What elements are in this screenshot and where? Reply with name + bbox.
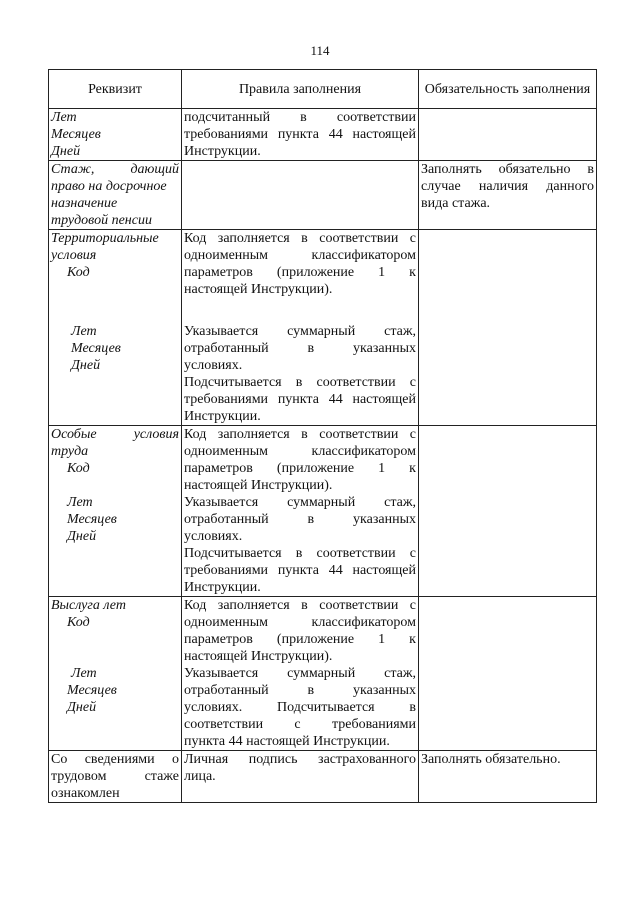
unit-label: Лет	[71, 666, 97, 681]
obligatory-cell	[419, 597, 597, 751]
rule-line: отработанный в указанных	[184, 341, 416, 356]
requisite-cell	[49, 230, 182, 426]
rule-line: одноименным классификатором	[184, 615, 416, 630]
unit-label: Месяцев	[71, 341, 121, 356]
unit-label: Дней	[71, 358, 101, 373]
rules-cell	[182, 109, 419, 161]
obligatory-cell	[419, 230, 597, 426]
rule-line: Подсчитывается в соответствии с	[184, 546, 416, 561]
obligatory-cell	[419, 161, 597, 230]
table-row	[49, 426, 597, 597]
requisite-line: Выслуга лет	[51, 598, 126, 613]
requisite-line: трудовом стаже	[51, 769, 179, 784]
requisite-line: труда	[51, 444, 89, 459]
rule-line: Указывается суммарный стаж,	[184, 495, 416, 510]
rule-line: настоящей Инструкции).	[184, 649, 333, 664]
page-number: 114	[310, 43, 330, 58]
table-row	[49, 230, 597, 426]
requisite-cell	[49, 161, 182, 230]
rule-line: Инструкции.	[184, 409, 261, 424]
rules-cell	[182, 597, 419, 751]
obligatory-line: Заполнять обязательно.	[421, 752, 561, 767]
rules-cell	[182, 751, 419, 803]
rule-line: требованиями пункта 44 настоящей	[184, 392, 416, 407]
rule-line: настоящей Инструкции).	[184, 478, 333, 493]
obligatory-line: Заполнять обязательно в	[421, 162, 594, 177]
rule-line: лица.	[184, 769, 216, 784]
requisite-line: Со сведениями о	[51, 752, 179, 767]
rule-line: Код заполняется в соответствии с	[184, 427, 416, 442]
requisite-line: условия	[51, 248, 97, 263]
rule-line: условиях.	[184, 529, 243, 544]
header-rules: Правила заполнения	[182, 70, 419, 109]
obligatory-cell	[419, 751, 597, 803]
obligatory-line: вида стажа.	[421, 196, 491, 211]
rule-line: параметров (приложение 1 к	[184, 632, 416, 647]
rule-line: отработанный в указанных	[184, 512, 416, 527]
unit-label: Месяцев	[67, 512, 117, 527]
requisites-table	[48, 69, 597, 803]
rule-line: Код заполняется в соответствии с	[184, 598, 416, 613]
unit-label: Лет	[71, 324, 97, 339]
rule-line: Код заполняется в соответствии с	[184, 231, 416, 246]
rule-line: одноименным классификатором	[184, 248, 416, 263]
obligatory-line: случае наличия данного	[421, 179, 594, 194]
rule-line: отработанный в указанных	[184, 683, 416, 698]
requisite-line: трудовой пенсии	[51, 213, 152, 228]
unit-label: Месяцев	[67, 683, 117, 698]
requisite-line: Месяцев	[51, 127, 101, 142]
rule-line: требованиями пункта 44 настоящей	[184, 127, 416, 142]
requisite-line: Территориальные	[51, 231, 159, 246]
requisite-line: Стаж, дающий	[51, 162, 179, 177]
code-label: Код	[67, 461, 90, 476]
table-row	[49, 597, 597, 751]
rule-line: требованиями пункта 44 настоящей	[184, 563, 416, 578]
rule-line: Указывается суммарный стаж,	[184, 324, 416, 339]
requisite-cell	[49, 597, 182, 751]
obligatory-cell	[419, 109, 597, 161]
requisite-line: назначение	[51, 196, 118, 211]
requisite-cell	[49, 426, 182, 597]
rule-line: условиях. Подсчитывается в	[184, 700, 416, 715]
rule-line: Указывается суммарный стаж,	[184, 666, 416, 681]
requisite-line: ознакомлен	[51, 786, 120, 801]
rule-line: пункта 44 настоящей Инструкции.	[184, 734, 390, 749]
rule-line: одноименным классификатором	[184, 444, 416, 459]
rule-line: настоящей Инструкции).	[184, 282, 333, 297]
code-label: Код	[67, 615, 90, 630]
header-requisite: Реквизит	[49, 70, 182, 109]
unit-label: Дней	[67, 700, 97, 715]
requisite-line: Дней	[51, 144, 81, 159]
rule-line: Личная подпись застрахованного	[184, 752, 416, 767]
table-header-row	[49, 70, 597, 109]
code-label: Код	[67, 265, 90, 280]
requisite-cell	[49, 751, 182, 803]
rule-line: Инструкции.	[184, 580, 261, 595]
rule-line: параметров (приложение 1 к	[184, 265, 416, 280]
unit-label: Дней	[67, 529, 97, 544]
rule-line: подсчитанный в соответствии	[184, 110, 416, 125]
table-row	[49, 109, 597, 161]
rule-line: соответствии с требованиями	[184, 717, 416, 732]
requisite-cell	[49, 109, 182, 161]
requisite-line: Лет	[51, 110, 77, 125]
table-row	[49, 751, 597, 803]
table-row	[49, 161, 597, 230]
rule-line: параметров (приложение 1 к	[184, 461, 416, 476]
rule-line: условиях.	[184, 358, 243, 373]
rules-cell	[182, 426, 419, 597]
requisite-line: право на досрочное	[51, 179, 167, 194]
rule-line: Инструкции.	[184, 144, 261, 159]
rule-line: Подсчитывается в соответствии с	[184, 375, 416, 390]
obligatory-cell	[419, 426, 597, 597]
rules-cell	[182, 161, 419, 230]
unit-label: Лет	[67, 495, 93, 510]
rules-cell	[182, 230, 419, 426]
header-obligatory: Обязательность заполнения	[419, 70, 597, 109]
requisite-line: Особые условия	[51, 427, 179, 442]
